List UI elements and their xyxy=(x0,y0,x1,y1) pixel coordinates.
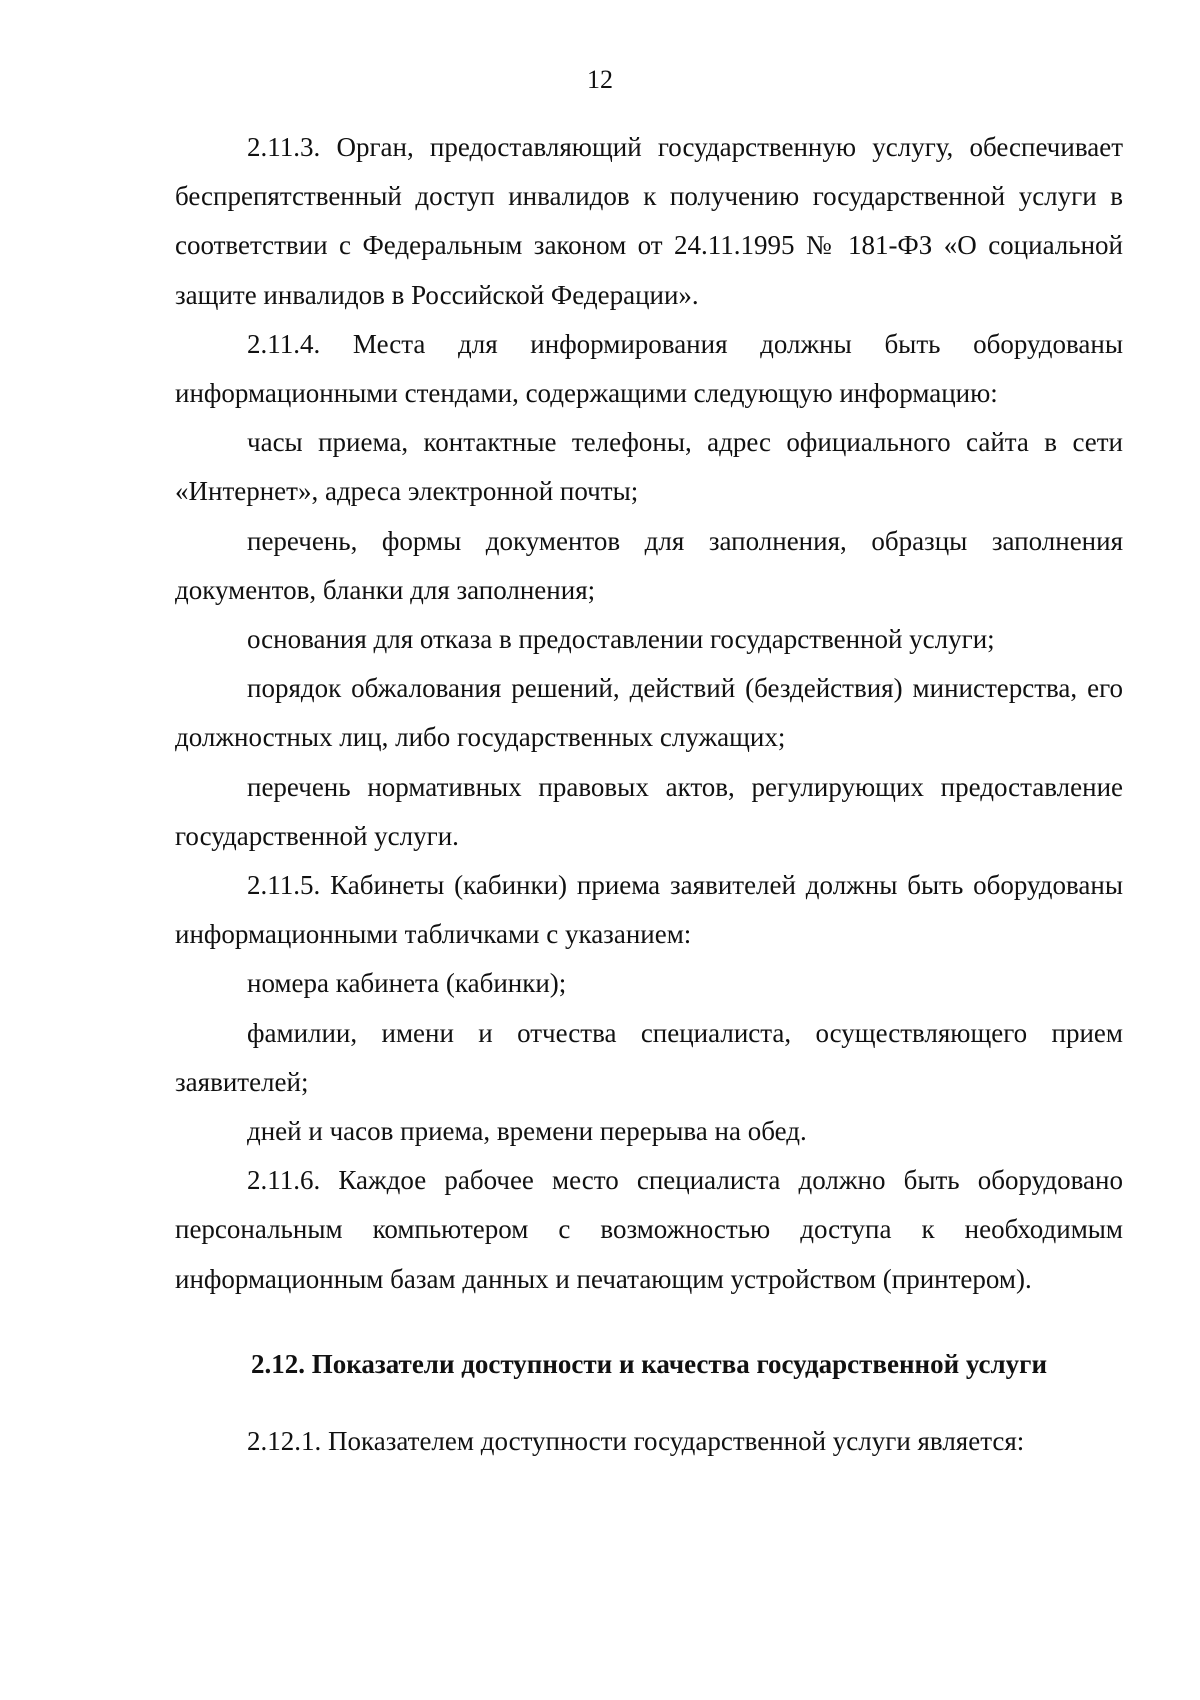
list-item-reception-days: дней и часов приема, времени перерыва на обед. xyxy=(247,1116,807,1147)
paragraph-2-12-1: 2.12.1. Показателем доступности государственной услуги является: xyxy=(247,1425,1025,1456)
paragraph-2-11-6: 2.11.6. Каждое рабочее место специалиста должно быть оборудовано персональным компьютером с возможностью доступа к необходимым информационным базам данных и печатающим устройством (принтером). xyxy=(175,1165,1123,1294)
list-item-refusal-grounds: основания для отказа в предоставлении государственной услуги; xyxy=(247,624,995,655)
section-heading-2-12: 2.12. Показатели доступности и качества государственной услуги xyxy=(251,1348,1047,1379)
list-item-hours: часы приема, контактные телефоны, адрес официального сайта в сети «Интернет», адреса электронной почты; xyxy=(175,427,1123,507)
list-item-room-number: номера кабинета (кабинки); xyxy=(247,968,567,999)
paragraph-2-11-4: 2.11.4. Места для информирования должны быть оборудованы информационными стендами, содержащими следующую информацию: xyxy=(175,328,1123,409)
list-item-forms: перечень, формы документов для заполнения, образцы заполнения документов, бланки для заполнения; xyxy=(175,525,1123,605)
list-item-appeal-procedure: порядок обжалования решений, действий (бездействия) министерства, его должностных лиц, либо государственных служащих; xyxy=(175,673,1123,753)
page-number: 12 xyxy=(587,65,613,94)
document-body xyxy=(175,123,1123,1466)
paragraph-2-11-3: 2.11.3. Орган, предоставляющий государственную услугу, обеспечивает беспрепятственный доступ инвалидов к получению государственной услуги в соответствии с Федеральным законом от 24.11.1995 № 181-ФЗ «О социальной защите инвалидов в Российской Федерации». xyxy=(175,132,1123,310)
list-item-legal-acts: перечень нормативных правовых актов, регулирующих предоставление государственной услуги. xyxy=(175,771,1123,851)
list-item-specialist-name: фамилии, имени и отчества специалиста, осуществляющего прием заявителей; xyxy=(175,1017,1123,1097)
paragraph-2-11-5: 2.11.5. Кабинеты (кабинки) приема заявителей должны быть оборудованы информационными табличками с указанием: xyxy=(175,870,1123,950)
